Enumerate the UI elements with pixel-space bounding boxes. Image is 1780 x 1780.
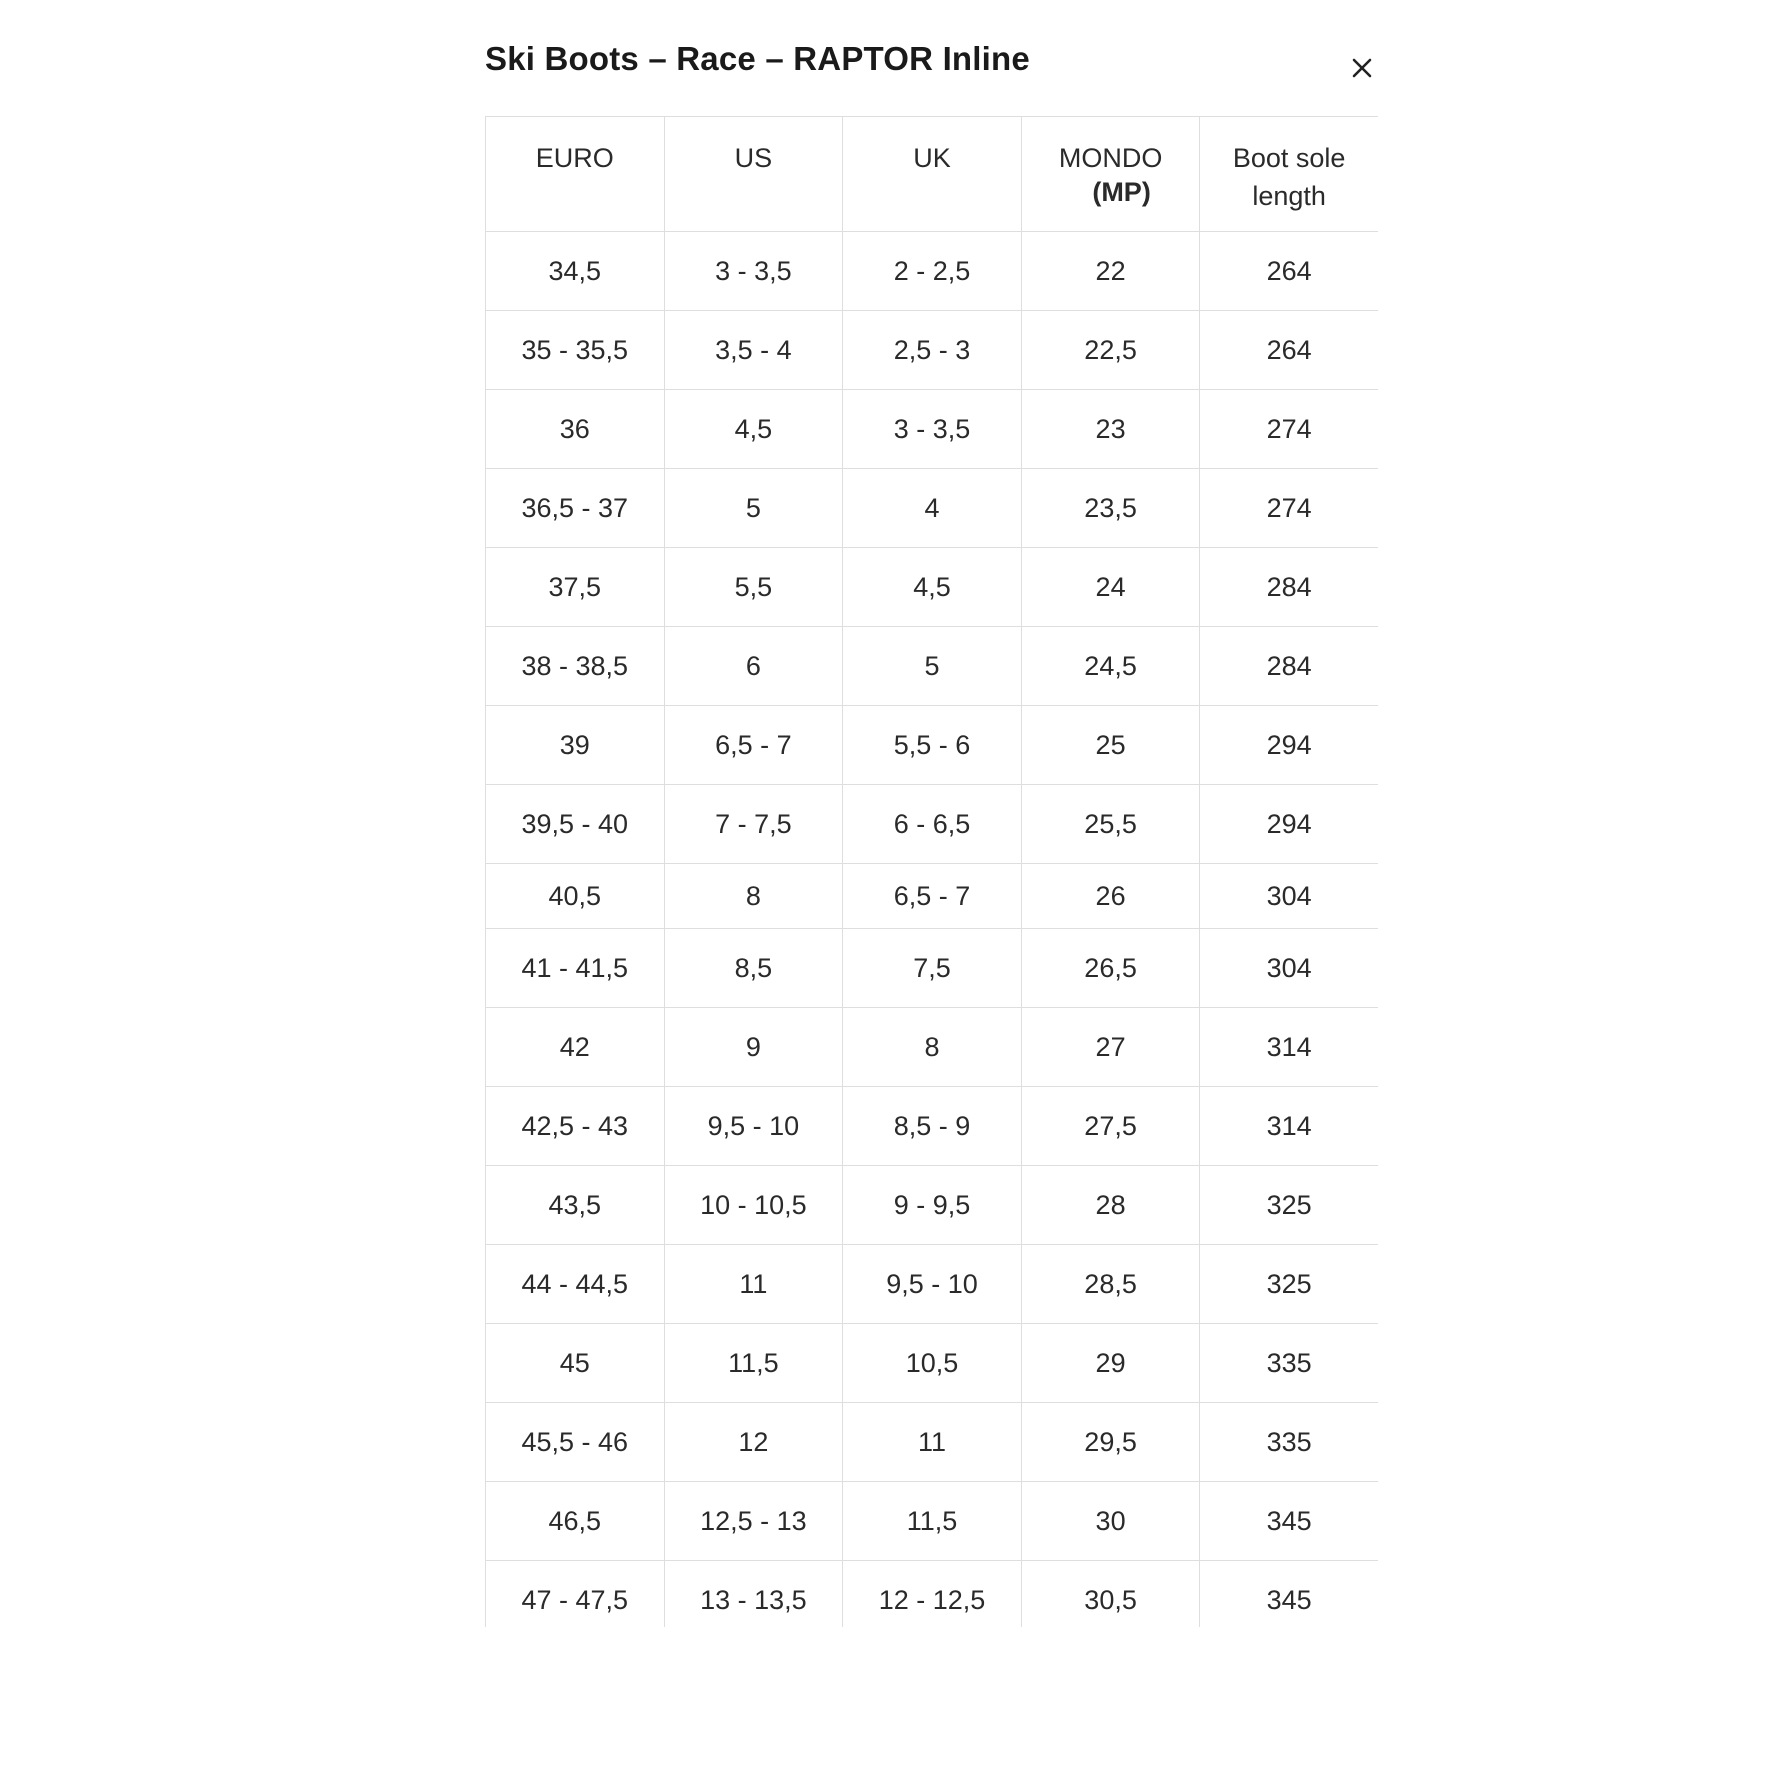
cell-euro: 47 - 47,5 xyxy=(486,1561,665,1628)
cell-euro: 42,5 - 43 xyxy=(486,1087,665,1166)
cell-boot-sole-length: 325 xyxy=(1200,1166,1378,1245)
column-header-uk xyxy=(843,117,1022,232)
cell-boot-sole-length: 325 xyxy=(1200,1245,1378,1324)
cell-mondo: 23 xyxy=(1021,390,1200,469)
cell-uk: 10,5 xyxy=(843,1324,1022,1403)
cell-boot-sole-length: 264 xyxy=(1200,232,1378,311)
cell-uk: 2 - 2,5 xyxy=(843,232,1022,311)
table-row xyxy=(486,864,1379,929)
table-row xyxy=(486,1482,1379,1561)
cell-uk: 8 xyxy=(843,1008,1022,1087)
cell-boot-sole-length: 314 xyxy=(1200,1087,1378,1166)
cell-uk: 9,5 - 10 xyxy=(843,1245,1022,1324)
cell-euro: 37,5 xyxy=(486,548,665,627)
cell-uk: 6 - 6,5 xyxy=(843,785,1022,864)
cell-mondo: 30,5 xyxy=(1021,1561,1200,1628)
cell-euro: 46,5 xyxy=(486,1482,665,1561)
cell-uk: 11,5 xyxy=(843,1482,1022,1561)
table-row xyxy=(486,311,1379,390)
cell-boot-sole-length: 294 xyxy=(1200,785,1378,864)
cell-mondo: 28 xyxy=(1021,1166,1200,1245)
cell-uk: 12 - 12,5 xyxy=(843,1561,1022,1628)
cell-mondo: 27,5 xyxy=(1021,1087,1200,1166)
column-header-mondo-unit: (MP) xyxy=(1092,177,1151,207)
table-row xyxy=(486,706,1379,785)
cell-euro: 39,5 - 40 xyxy=(486,785,665,864)
cell-boot-sole-length: 274 xyxy=(1200,390,1378,469)
table-row xyxy=(486,1403,1379,1482)
cell-mondo: 30 xyxy=(1021,1482,1200,1561)
size-table-container[interactable] xyxy=(485,116,1378,1627)
cell-boot-sole-length: 294 xyxy=(1200,706,1378,785)
table-row xyxy=(486,1561,1379,1628)
cell-mondo: 22 xyxy=(1021,232,1200,311)
cell-boot-sole-length: 284 xyxy=(1200,627,1378,706)
cell-euro: 42 xyxy=(486,1008,665,1087)
cell-uk: 3 - 3,5 xyxy=(843,390,1022,469)
cell-mondo: 24 xyxy=(1021,548,1200,627)
table-header-row xyxy=(486,117,1379,232)
cell-uk: 5,5 - 6 xyxy=(843,706,1022,785)
column-header-mondo-label: MONDO xyxy=(1058,143,1163,173)
column-header-euro-label: EURO xyxy=(535,143,614,173)
cell-us: 9,5 - 10 xyxy=(664,1087,843,1166)
cell-uk: 7,5 xyxy=(843,929,1022,1008)
cell-euro: 43,5 xyxy=(486,1166,665,1245)
column-header-boot-sole-length xyxy=(1200,117,1378,232)
cell-us: 4,5 xyxy=(664,390,843,469)
cell-us: 3 - 3,5 xyxy=(664,232,843,311)
cell-boot-sole-length: 314 xyxy=(1200,1008,1378,1087)
table-row xyxy=(486,390,1379,469)
cell-mondo: 24,5 xyxy=(1021,627,1200,706)
cell-boot-sole-length: 335 xyxy=(1200,1324,1378,1403)
cell-us: 10 - 10,5 xyxy=(664,1166,843,1245)
cell-uk: 9 - 9,5 xyxy=(843,1166,1022,1245)
cell-uk: 4 xyxy=(843,469,1022,548)
cell-mondo: 29 xyxy=(1021,1324,1200,1403)
cell-us: 13 - 13,5 xyxy=(664,1561,843,1628)
cell-boot-sole-length: 264 xyxy=(1200,311,1378,390)
column-header-uk-label: UK xyxy=(913,143,951,173)
table-row xyxy=(486,929,1379,1008)
table-row xyxy=(486,1324,1379,1403)
cell-uk: 8,5 - 9 xyxy=(843,1087,1022,1166)
cell-boot-sole-length: 284 xyxy=(1200,548,1378,627)
cell-uk: 11 xyxy=(843,1403,1022,1482)
cell-mondo: 27 xyxy=(1021,1008,1200,1087)
cell-us: 9 xyxy=(664,1008,843,1087)
cell-us: 7 - 7,5 xyxy=(664,785,843,864)
cell-mondo: 23,5 xyxy=(1021,469,1200,548)
cell-uk: 6,5 - 7 xyxy=(843,864,1022,929)
cell-mondo: 29,5 xyxy=(1021,1403,1200,1482)
cell-euro: 44 - 44,5 xyxy=(486,1245,665,1324)
table-row xyxy=(486,232,1379,311)
cell-mondo: 28,5 xyxy=(1021,1245,1200,1324)
cell-uk: 2,5 - 3 xyxy=(843,311,1022,390)
cell-mondo: 25 xyxy=(1021,706,1200,785)
cell-us: 12 xyxy=(664,1403,843,1482)
cell-euro: 41 - 41,5 xyxy=(486,929,665,1008)
cell-mondo: 25,5 xyxy=(1021,785,1200,864)
cell-mondo: 22,5 xyxy=(1021,311,1200,390)
cell-uk: 5 xyxy=(843,627,1022,706)
table-row xyxy=(486,1166,1379,1245)
column-header-us-label: US xyxy=(734,143,773,173)
cell-uk: 4,5 xyxy=(843,548,1022,627)
cell-us: 5 xyxy=(664,469,843,548)
cell-euro: 36 xyxy=(486,390,665,469)
cell-euro: 45,5 - 46 xyxy=(486,1403,665,1482)
cell-euro: 39 xyxy=(486,706,665,785)
close-icon xyxy=(1340,46,1384,90)
table-row xyxy=(486,785,1379,864)
column-header-us xyxy=(664,117,843,232)
cell-boot-sole-length: 304 xyxy=(1200,864,1378,929)
table-row xyxy=(486,469,1379,548)
table-row xyxy=(486,548,1379,627)
cell-us: 3,5 - 4 xyxy=(664,311,843,390)
cell-boot-sole-length: 345 xyxy=(1200,1561,1378,1628)
cell-boot-sole-length: 304 xyxy=(1200,929,1378,1008)
column-header-boot-sole-sub: length xyxy=(1252,181,1326,211)
cell-us: 11,5 xyxy=(664,1324,843,1403)
cell-us: 6,5 - 7 xyxy=(664,706,843,785)
cell-euro: 45 xyxy=(486,1324,665,1403)
cell-euro: 40,5 xyxy=(486,864,665,929)
cell-boot-sole-length: 274 xyxy=(1200,469,1378,548)
size-table xyxy=(485,116,1378,1627)
cell-boot-sole-length: 345 xyxy=(1200,1482,1378,1561)
table-body xyxy=(486,232,1379,1628)
cell-euro: 34,5 xyxy=(486,232,665,311)
cell-euro: 38 - 38,5 xyxy=(486,627,665,706)
cell-us: 6 xyxy=(664,627,843,706)
table-row xyxy=(486,1245,1379,1324)
cell-us: 8,5 xyxy=(664,929,843,1008)
cell-us: 12,5 - 13 xyxy=(664,1482,843,1561)
column-header-mondo xyxy=(1021,117,1200,232)
table-row xyxy=(486,1008,1379,1087)
column-header-euro xyxy=(486,117,665,232)
column-header-boot-sole-label: Boot sole xyxy=(1232,143,1346,173)
cell-mondo: 26 xyxy=(1021,864,1200,929)
modal-title: Ski Boots – Race – RAPTOR Inline xyxy=(485,40,1030,77)
cell-us: 5,5 xyxy=(664,548,843,627)
cell-boot-sole-length: 335 xyxy=(1200,1403,1378,1482)
close-button[interactable] xyxy=(1340,46,1384,90)
cell-us: 11 xyxy=(664,1245,843,1324)
cell-euro: 35 - 35,5 xyxy=(486,311,665,390)
cell-euro: 36,5 - 37 xyxy=(486,469,665,548)
table-row xyxy=(486,627,1379,706)
cell-mondo: 26,5 xyxy=(1021,929,1200,1008)
cell-us: 8 xyxy=(664,864,843,929)
table-row xyxy=(486,1087,1379,1166)
